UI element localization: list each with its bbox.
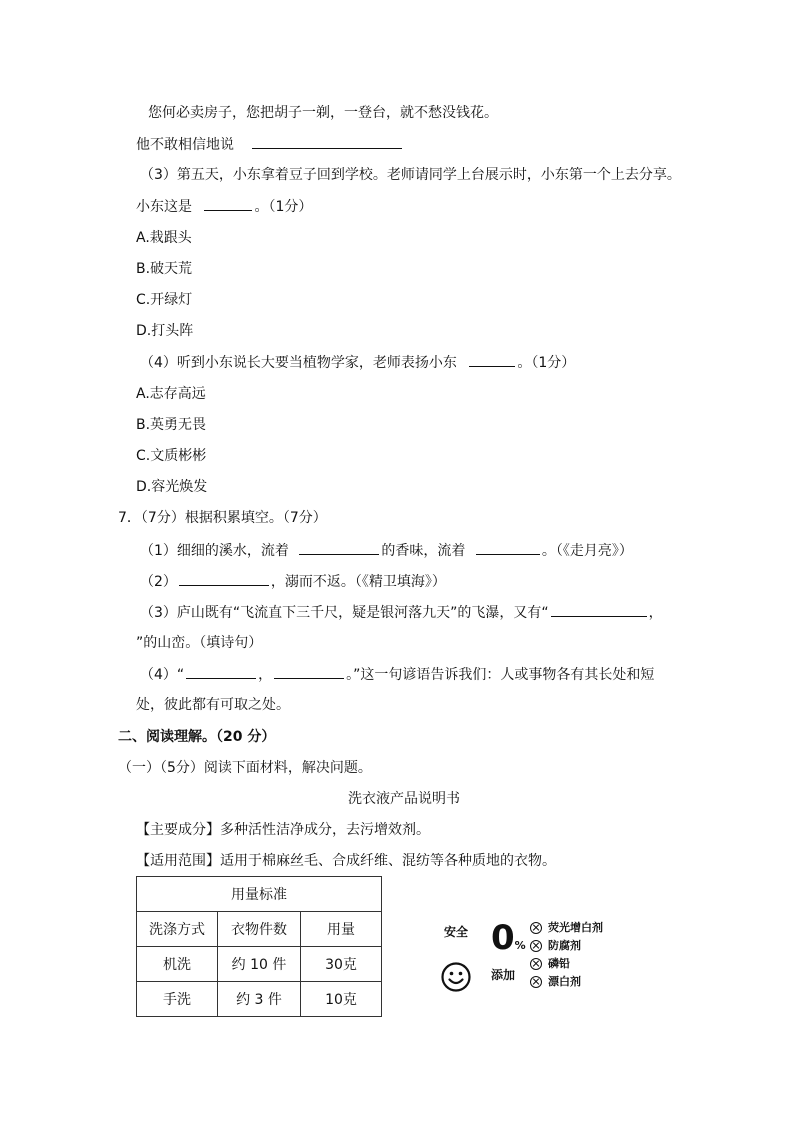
excluded-list: [530, 919, 603, 991]
q7-item2-a: （2）: [140, 574, 177, 590]
sub3-prompt-after: 。（1分）: [254, 199, 313, 215]
table-row: [137, 947, 382, 982]
sub4-answer-blank[interactable]: [469, 352, 515, 367]
excluded-item-label: 荧光增白剂: [548, 921, 603, 934]
q7-item3: [140, 602, 663, 623]
q7-title: 7．（7分）根据积累填空。（7分）: [118, 510, 327, 526]
q7-item4-a: （4）“: [140, 667, 185, 683]
excluded-item-label: 防腐剂: [548, 939, 581, 952]
excluded-item-label: 磷铅: [548, 957, 570, 970]
table-cell: 机洗: [137, 947, 218, 982]
option-a[interactable]: A.志存高远: [136, 386, 206, 402]
quote-line: 您何必卖房子，您把胡子一剃，一登台，就不愁没钱花。: [148, 105, 498, 121]
x-circle-icon: [530, 976, 542, 988]
table-cell: 约 10 件: [218, 947, 301, 982]
believe-text: 他不敢相信地说: [136, 137, 234, 153]
excluded-item-label: 漂白剂: [548, 975, 581, 988]
q7-item3-cont: ”的山峦。（填诗句）: [136, 635, 263, 651]
x-circle-icon: [530, 922, 542, 934]
usage-table-title: 用量标准: [137, 877, 382, 912]
option-d[interactable]: D.打头阵: [136, 323, 194, 339]
table-header: 洗涤方式: [137, 912, 218, 947]
q7-item1-c: 。（《走月亮》）: [541, 543, 633, 559]
table-cell: 10克: [301, 982, 382, 1017]
q7-item4-blank2[interactable]: [274, 664, 344, 679]
table-header: 用量: [301, 912, 382, 947]
q7-item1-blank2[interactable]: [476, 540, 540, 555]
q7-item3-blank[interactable]: [551, 602, 647, 617]
believe-line: [136, 134, 404, 155]
sub3-text: （3）第五天，小东拿着豆子回到学校。老师请同学上台展示时，小东第一个上去分享。: [140, 167, 681, 183]
q7-item2: [140, 571, 446, 592]
sub3-prompt: [136, 196, 312, 217]
list-item: [530, 973, 603, 991]
option-d[interactable]: D.容光焕发: [136, 479, 208, 495]
sub4-prompt-before: （4）听到小东说长大要当植物学家，老师表扬小东: [140, 355, 457, 371]
list-item: [530, 919, 603, 937]
q7-item4-cont: 处，彼此都有可取之处。: [136, 697, 290, 713]
q7-item4-b: ，: [258, 667, 273, 683]
q7-item2-blank[interactable]: [179, 571, 269, 586]
option-b[interactable]: B.破天荒: [136, 261, 193, 277]
q7-item3-a: （3）庐山既有“飞流直下三千尺，疑是银河落九天”的飞瀑，又有“: [140, 605, 549, 621]
x-circle-icon: [530, 958, 542, 970]
q7-item3-b: ，: [648, 605, 663, 621]
section-heading: 二、阅读理解。（20 分）: [118, 729, 276, 745]
table-cell: 30克: [301, 947, 382, 982]
table-header-row: [137, 912, 382, 947]
option-a[interactable]: A.栽跟头: [136, 230, 192, 246]
q7-item1-blank1[interactable]: [299, 540, 379, 555]
q7-item1: [140, 540, 633, 561]
option-b[interactable]: B.英勇无畏: [136, 417, 207, 433]
option-c[interactable]: C.文质彬彬: [136, 448, 207, 464]
sub4-prompt-after: 。（1分）: [517, 355, 576, 371]
q7-item1-a: （1）细细的溪水，流着: [140, 543, 289, 559]
usage-table: [136, 876, 382, 1017]
add-label: 添加: [491, 968, 516, 982]
table-row: [137, 982, 382, 1017]
percent-sign: %: [514, 939, 526, 952]
sub4-prompt: [140, 352, 575, 373]
q7-item4-blank1[interactable]: [186, 664, 256, 679]
smiley-icon: [440, 961, 472, 993]
table-header: 衣物件数: [218, 912, 301, 947]
q7-item4: [140, 664, 654, 685]
ingredients-text: 【主要成分】多种活性洁净成分，去污增效剂。: [136, 822, 430, 838]
table-cell: 约 3 件: [218, 982, 301, 1017]
zero-percent: [491, 918, 526, 966]
sub3-prompt-before: 小东这是: [136, 199, 192, 215]
part1-instruction: （一）（5分）阅读下面材料，解决问题。: [118, 760, 372, 776]
doc-title: 洗衣液产品说明书: [348, 791, 460, 807]
answer-blank[interactable]: [252, 134, 402, 149]
scope-text: 【适用范围】适用于棉麻丝毛、合成纤维、混纺等各种质地的衣物。: [136, 853, 556, 869]
q7-item4-c: 。”这一句谚语告诉我们：人或事物各有其长处和短: [346, 667, 655, 683]
list-item: [530, 955, 603, 973]
zero-value: 0: [491, 918, 515, 958]
q7-item2-b: ，溺而不返。（《精卫填海》）: [270, 574, 446, 590]
table-cell: 手洗: [137, 982, 218, 1017]
sub3-answer-blank[interactable]: [204, 196, 252, 211]
x-circle-icon: [530, 940, 542, 952]
option-c[interactable]: C.开绿灯: [136, 292, 193, 308]
safe-label: 安全: [444, 925, 469, 939]
q7-item1-b: 的香味，流着: [381, 543, 466, 559]
list-item: [530, 937, 603, 955]
